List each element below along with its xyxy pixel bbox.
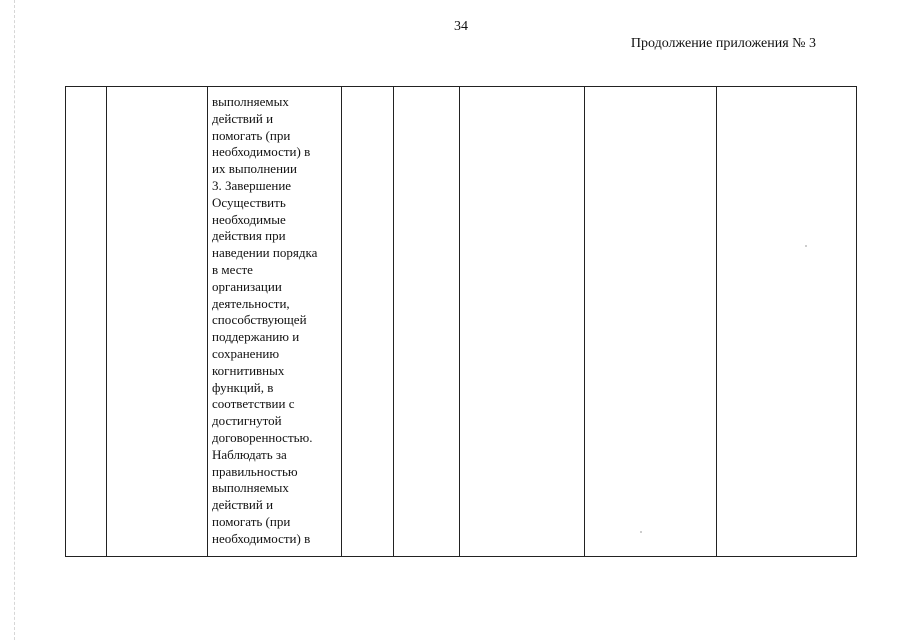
cell-text-line: функций, в	[212, 379, 274, 395]
cell-text-line: помогать (при	[212, 127, 291, 143]
column-divider	[106, 87, 107, 556]
column-divider	[207, 87, 208, 556]
cell-text-line: когнитивных	[212, 362, 285, 378]
column-divider	[716, 87, 717, 556]
cell-text-line: способствующей	[212, 312, 307, 328]
cell-text-line: правильностью	[212, 463, 298, 479]
scan-speck	[640, 531, 642, 533]
cell-text-line: их выполнении	[212, 161, 297, 177]
cell-text-line: наведении порядка	[212, 245, 318, 261]
cell-text-line: необходимые	[212, 211, 286, 227]
scan-speck	[805, 245, 807, 247]
cell-text-line: поддержанию и	[212, 329, 300, 345]
cell-text-line: достигнутой	[212, 413, 282, 429]
cell-text-line: Осуществить	[212, 194, 286, 210]
continuation-label: Продолжение приложения № 3	[630, 36, 816, 51]
scan-edge-artifact	[14, 0, 15, 640]
cell-text-line: необходимости) в	[212, 144, 311, 160]
cell-text-line: действий и	[212, 497, 274, 513]
cell-text-line: Наблюдать за	[212, 446, 287, 462]
cell-text-line: сохранению	[212, 345, 280, 361]
page-number: 34	[454, 19, 468, 34]
column-divider	[341, 87, 342, 556]
cell-text-line: действия при	[212, 228, 286, 244]
cell-text-line: договоренностью.	[212, 429, 313, 445]
cell-text-line: деятельности,	[212, 295, 290, 311]
column-divider	[393, 87, 394, 556]
cell-text-line: выполняемых	[212, 480, 289, 496]
cell-text-line: 3. Завершение	[212, 177, 292, 193]
table-cell-procedure-text	[212, 94, 340, 548]
cell-text-line: в месте	[212, 261, 253, 277]
cell-text-line: действий и	[212, 110, 274, 126]
cell-text-line: соответствии с	[212, 396, 295, 412]
cell-text-line: выполняемых	[212, 94, 289, 109]
column-divider	[459, 87, 460, 556]
cell-text-line: организации	[212, 278, 282, 294]
document-table	[65, 86, 857, 557]
cell-text-line: помогать (при	[212, 513, 291, 529]
cell-text-line: необходимости) в	[212, 530, 311, 546]
column-divider	[584, 87, 585, 556]
